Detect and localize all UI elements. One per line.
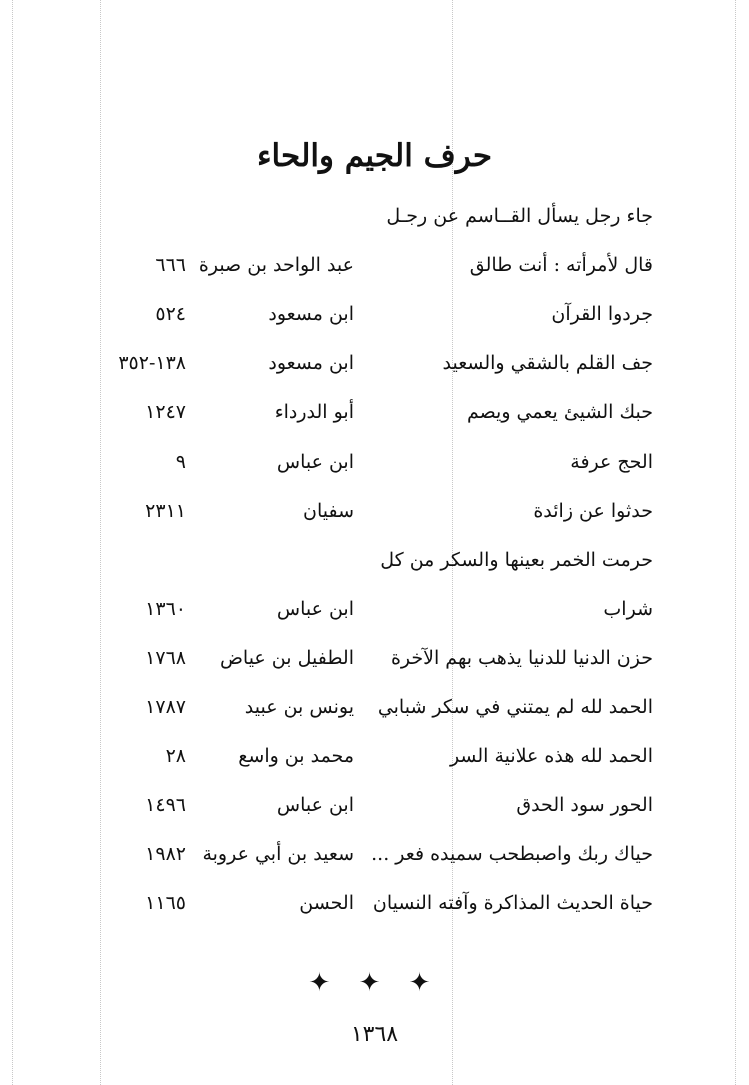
entry-reference-number: ١٢٤٧: [145, 401, 186, 423]
section-heading: حرف الجيم والحاء: [256, 138, 493, 174]
index-entry: [0, 401, 749, 437]
entry-reference-number: ١٧٦٨: [145, 647, 186, 669]
index-entry: [0, 254, 749, 290]
entry-title: جاء رجل يسأل القــاسم عن رجـل: [386, 205, 653, 227]
entry-title: حياة الحديث المذاكرة وآفته النسيان: [372, 892, 653, 914]
entry-narrator: محمد بن واسع: [238, 745, 354, 767]
entry-title: الحور سود الحدق: [516, 794, 653, 816]
index-entry: [0, 549, 749, 585]
entry-title: قال لأمرأته : أنت طالق: [469, 254, 653, 276]
entry-title: الحمد لله لم يمتني في سكر شبابي: [377, 696, 653, 718]
entry-narrator: عبد الواحد بن صبرة: [198, 254, 354, 276]
entry-narrator: أبو الدرداء: [274, 401, 354, 423]
entry-narrator: ابن مسعود: [268, 352, 354, 374]
index-entry: [0, 500, 749, 536]
index-entry: [0, 451, 749, 487]
entry-reference-number: ١١٦٥: [145, 892, 186, 914]
entry-narrator: ابن عباس: [276, 451, 354, 473]
index-entry: [0, 696, 749, 732]
page-number: ١٣٦٨: [350, 1022, 399, 1047]
entry-title: شراب: [603, 598, 653, 620]
index-entry: [0, 352, 749, 388]
index-entry: [0, 647, 749, 683]
index-entry: [0, 794, 749, 830]
entry-title: حياك ربك واصبطحب سميده فعر ...: [371, 843, 653, 865]
index-entry: [0, 892, 749, 928]
entry-reference-number: ٢٨: [165, 745, 186, 767]
entry-title: حدثوا عن زائدة: [533, 500, 653, 522]
entry-title: حبك الشيئ يعمي ويصم: [466, 401, 653, 423]
entry-narrator: سفيان: [302, 500, 354, 522]
index-entry: [0, 745, 749, 781]
entry-reference-number: ٥٢٤: [155, 303, 186, 325]
entry-title: حرمت الخمر بعينها والسكر من كل: [380, 549, 653, 571]
index-entry: [0, 843, 749, 879]
entry-narrator: سعيد بن أبي عروبة: [202, 843, 354, 865]
entry-reference-number: ١٤٩٦: [145, 794, 186, 816]
ornament-divider: ✦ ✦ ✦: [308, 968, 441, 998]
entry-reference-number: ١٩٨٢: [145, 843, 186, 865]
index-entry: [0, 205, 749, 241]
index-entry: [0, 598, 749, 634]
entry-narrator: الطفيل بن عياض: [219, 647, 354, 669]
entry-title: جردوا القرآن: [551, 303, 653, 325]
entry-title: حزن الدنيا للدنيا يذهب بهم الآخرة: [390, 647, 653, 669]
entry-title: الحج عرفة: [570, 451, 653, 473]
entry-narrator: الحسن: [299, 892, 354, 914]
entry-reference-number: ١٣٦٠: [145, 598, 186, 620]
entry-reference-number: ٢٣١١: [145, 500, 186, 522]
index-entry: [0, 303, 749, 339]
entry-narrator: ابن عباس: [276, 598, 354, 620]
entry-reference-number: ١٣٨-٣٥٢: [118, 352, 186, 374]
entry-reference-number: ١٧٨٧: [145, 696, 186, 718]
entry-narrator: يونس بن عبيد: [244, 696, 354, 718]
entry-title: الحمد لله هذه علانية السر: [449, 745, 653, 767]
entry-reference-number: ٦٦٦: [155, 254, 186, 276]
entry-narrator: ابن عباس: [276, 794, 354, 816]
entry-reference-number: ٩: [175, 451, 186, 473]
entry-narrator: ابن مسعود: [268, 303, 354, 325]
entry-title: جف القلم بالشقي والسعيد: [442, 352, 653, 374]
